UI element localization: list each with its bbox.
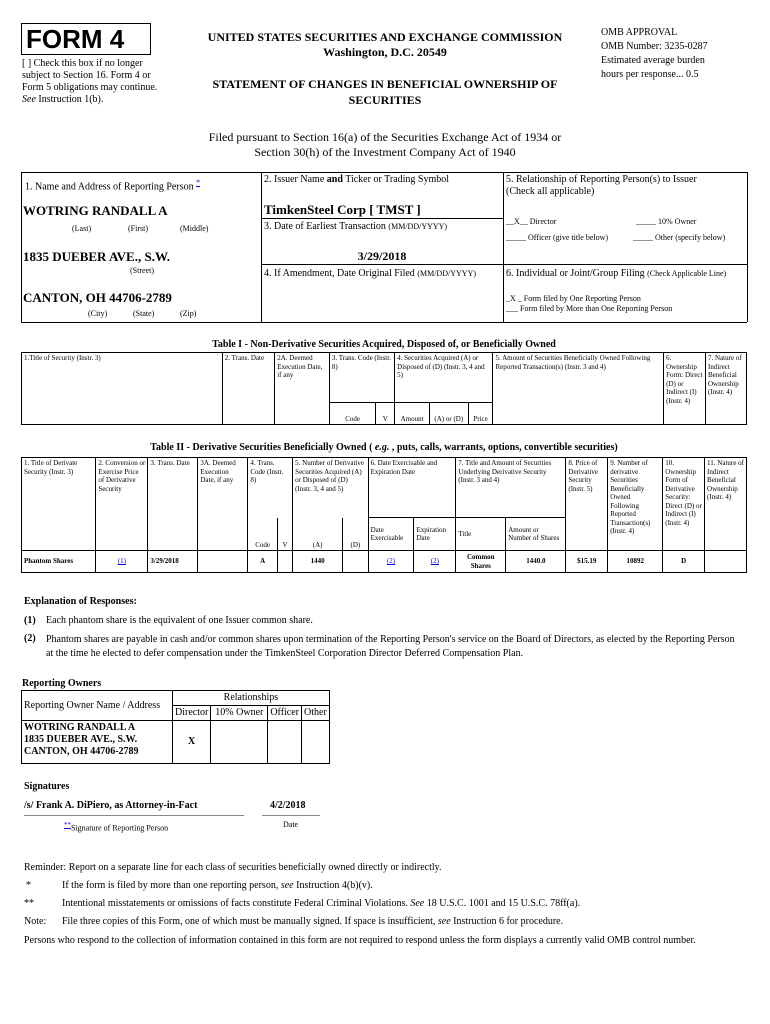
explanation-text-2: Phantom shares are payable in cash and/or common shares upon termination of the Reporting Person's service on the Board of Directors, as elected by the Reporting Person at the time he elected to defer compensation under the TimkenSteel Corporation Director Deferred Compensation Plan. <box>46 634 735 659</box>
note-text: File three copies of this Form, one of which must be manually signed. If space is insufficient, see Instruction 6 for procedure. <box>62 916 564 927</box>
owner-officer-mark <box>268 721 302 764</box>
t2-cell-amount: 1440.0 <box>506 551 566 573</box>
owners-heading: Reporting Owners <box>22 678 102 689</box>
grid-line <box>747 172 748 322</box>
label-first: (First) <box>128 224 148 233</box>
signer-name: /s/ Frank A. DiPiero, as Attorney-in-Fact <box>24 800 198 811</box>
t2-cell-trans-date: 3/29/2018 <box>148 551 198 573</box>
signatures-heading: Signatures <box>24 781 70 792</box>
signature-label: **Signature of Reporting Person <box>64 821 169 833</box>
statement-title: STATEMENT OF CHANGES IN BENEFICIAL OWNERSHIP OF SECURITIES <box>212 77 558 107</box>
persons-text: Persons who respond to the collection of information contained in this form are not required to respond unless the form displays a currently valid OMB control number. <box>24 935 696 946</box>
t1-col-acquired: 4. Securities Acquired (A) or Disposed of (D) (Instr. 3, 4 and 5) <box>395 353 493 403</box>
t2-col-code: 4. Trans. Code (Instr. 8) <box>248 458 293 518</box>
rel-officer: _____ Officer (give title below) <box>506 233 609 242</box>
grid-line <box>261 264 747 265</box>
grid-line <box>261 218 503 219</box>
table-row <box>22 551 747 573</box>
table1-title: Table I - Non-Derivative Securities Acquired, Disposed of, or Beneficially Owned <box>212 339 556 350</box>
explanation-num-2: (2) <box>24 633 36 644</box>
t2-sub-date-ex: Date Exercisable <box>368 518 414 551</box>
t2-sub-code: Code <box>248 518 278 551</box>
label-zip: (Zip) <box>180 309 197 318</box>
issuer-name: TimkenSteel Corp [ TMST ] <box>264 202 421 217</box>
owner-name: WOTRING RANDALL A <box>24 722 136 733</box>
t2-col-title: 1. Title of Derivate Security (Instr. 3) <box>22 458 96 551</box>
t2-sub-a: (A) <box>293 518 343 551</box>
t2-cell-v <box>277 551 292 573</box>
check-box-note <box>22 58 168 106</box>
t2-col-trans-date: 3. Trans. Date <box>148 458 198 551</box>
t1-sub-price: Price <box>468 403 493 425</box>
owner-city: CANTON, OH 44706-2789 <box>24 746 139 757</box>
footnote-text-1: If the form is filed by more than one reporting person, see Instruction 4(b)(v). <box>62 880 373 891</box>
grid-line <box>21 172 22 322</box>
t1-col-trans-date: 2. Trans. Date <box>222 353 274 425</box>
footnote-link-2b[interactable]: (2) <box>430 557 439 566</box>
grid-line <box>21 172 747 173</box>
city-address: CANTON, OH 44706-2789 <box>23 290 172 305</box>
omb-hours: hours per response... 0.5 <box>601 69 699 80</box>
see-text: See <box>22 94 36 105</box>
box1-footnote-link[interactable]: * <box>196 178 201 187</box>
t2-sub-title: Title <box>456 518 506 551</box>
t2-col-underlying: 7. Title and Amount of Securities Underlying Derivative Security (Instr. 3 and 4) <box>456 458 566 518</box>
t1-col-deemed: 2A. Deemed Execution Date, if any <box>275 353 330 425</box>
grid-line <box>503 172 504 322</box>
t2-sub-exp-date: Expiration Date <box>414 518 456 551</box>
box3-label: 3. Date of Earliest Transaction (MM/DD/YYYY) <box>264 221 448 232</box>
filed-line-1: Filed pursuant to Section 16(a) of the Securities Exchange Act of 1934 or <box>208 130 562 144</box>
t1-col-code: 3. Trans. Code (Instr. 8) <box>329 353 394 403</box>
rel-ten-pct-owner: _____ 10% Owner <box>636 217 697 226</box>
t1-col-amount-owned: 5. Amount of Securities Beneficially Owned Following Reported Transaction(s) (Instr. 3 and 4) <box>493 353 664 425</box>
footnote-link-2a[interactable]: (2) <box>386 557 396 566</box>
t2-cell-price: $15.19 <box>566 551 608 573</box>
t2-cell-code: A <box>248 551 278 573</box>
t2-col-exercisable: 6. Date Exercisable and Expiration Date <box>368 458 456 518</box>
table2-title: Table II - Derivative Securities Beneficially Owned ( e.g. , puts, calls, warrants, options, convertible securities) <box>150 442 618 453</box>
explanation-num-1: (1) <box>24 615 36 626</box>
omb-approval <box>601 26 761 82</box>
omb-burden: Estimated average burden <box>601 55 705 66</box>
footnote-star-2: ** <box>24 898 34 909</box>
label-city: (City) <box>88 309 108 318</box>
t1-sub-v: V <box>376 403 395 425</box>
footnote-star-1: * <box>26 880 31 891</box>
signature-line <box>24 815 244 816</box>
table1-nonderivative <box>21 352 747 425</box>
box4-label: 4. If Amendment, Date Original Filed (MM/DD/YYYY) <box>264 268 476 279</box>
table2-derivative <box>21 457 747 573</box>
t2-col-nature: 11. Nature of Indirect Beneficial Ownership (Instr. 4) <box>705 458 747 551</box>
rel-other: _____ Other (specify below) <box>633 233 726 242</box>
t2-cell-deemed <box>198 551 248 573</box>
t2-col-ownership-form: 10. Ownership Form of Derivative Security: Direct (D) or Indirect (I) (Instr. 4) <box>663 458 705 551</box>
grid-line <box>261 172 262 322</box>
footnote-link-1[interactable]: (1) <box>117 557 126 566</box>
filed-line-2: Section 30(h) of the Investment Company Act of 1940 <box>254 145 516 159</box>
reporting-person-name: WOTRING RANDALL A <box>23 203 168 218</box>
signature-date: 4/2/2018 <box>270 800 306 811</box>
street-address: 1835 DUEBER AVE., S.W. <box>23 249 171 264</box>
form-title-box <box>21 23 151 55</box>
owners-table <box>21 690 330 764</box>
explanation-text-1: Each phantom share is the equivalent of one Issuer common share. <box>46 615 313 626</box>
label-state: (State) <box>133 309 155 318</box>
reminder-text: Reminder: Report on a separate line for each class of securities beneficially owned directly or indirectly. <box>24 862 442 873</box>
rel-director: __X__ Director <box>506 217 557 226</box>
table-row <box>22 721 330 764</box>
owner-street: 1835 DUEBER AVE., S.W. <box>24 734 138 745</box>
instr-ref: Instruction 1(b). <box>35 94 104 105</box>
agency-city: Washington, D.C. 20549 <box>323 45 447 59</box>
owners-col-director: Director <box>173 706 211 721</box>
earliest-transaction-date: 3/29/2018 <box>357 249 407 263</box>
box2-label: 2. Issuer Name and Ticker or Trading Symbol <box>264 174 450 185</box>
filing-multi-person: ___ Form filed by More than One Reporting Person <box>506 304 673 313</box>
filed-pursuant <box>100 130 670 160</box>
form-title: FORM 4 <box>26 24 125 54</box>
check-box-text: [ ] Check this box if no longer subject to Section 16. Form 4 or Form 5 obligations may continue. <box>22 58 158 93</box>
filing-one-person: _X _ Form filed by One Reporting Person <box>506 294 641 303</box>
owner-director-mark: X <box>173 721 211 764</box>
label-middle: (Middle) <box>180 224 209 233</box>
t1-sub-code: Code <box>329 403 376 425</box>
agency-name: UNITED STATES SECURITIES AND EXCHANGE COMMISSION <box>207 30 563 44</box>
t2-sub-d: (D) <box>343 518 368 551</box>
label-last: (Last) <box>72 224 92 233</box>
t1-sub-aord: (A) or (D) <box>430 403 469 425</box>
omb-number: OMB Number: 3235-0287 <box>601 41 708 52</box>
t2-cell-security: Phantom Shares <box>22 551 96 573</box>
t2-cell-title: Common Shares <box>456 551 506 573</box>
t2-cell-acquired: 1440 <box>293 551 343 573</box>
t2-cell-owned: 10892 <box>608 551 663 573</box>
t2-cell-form: D <box>663 551 705 573</box>
grid-line <box>21 322 747 323</box>
t2-col-conversion: 2. Conversion or Exercise Price of Derivative Security <box>96 458 148 551</box>
box1-label: 1. Name and Address of Reporting Person * <box>25 178 201 193</box>
box5-label: 5. Relationship of Reporting Person(s) to Issuer (Check all applicable) <box>506 174 697 197</box>
owners-col-name: Reporting Owner Name / Address <box>22 691 173 721</box>
t2-col-deemed: 3A. Deemed Execution Date, if any <box>198 458 248 551</box>
date-label: Date <box>283 820 299 829</box>
t1-col-title: 1.Title of Security (Instr. 3) <box>22 353 223 425</box>
owner-other-mark <box>302 721 330 764</box>
t2-sub-amount: Amount or Number of Shares <box>506 518 566 551</box>
t2-col-number: 5. Number of Derivative Securities Acquired (A) or Disposed of (D) (Instr. 3, 4 and 5) <box>293 458 368 518</box>
explanation-heading: Explanation of Responses: <box>24 596 137 607</box>
t2-cell-disposed <box>343 551 368 573</box>
owners-col-relationships: Relationships <box>173 691 330 706</box>
owners-col-ten-pct: 10% Owner <box>211 706 268 721</box>
box6-label: 6. Individual or Joint/Group Filing (Check Applicable Line) <box>506 268 727 279</box>
t2-cell-nature <box>705 551 747 573</box>
t1-sub-amount: Amount <box>395 403 430 425</box>
note-label: Note: <box>24 916 47 927</box>
footnote-text-2: Intentional misstatements or omissions of facts constitute Federal Criminal Violations. See 18 U.S.C. 1001 and 15 U.S.C. 78ff(a). <box>62 898 581 909</box>
t1-col-nature: 7. Nature of Indirect Beneficial Ownership (Instr. 4) <box>706 353 747 425</box>
date-line <box>262 815 320 816</box>
t2-sub-v: V <box>277 518 292 551</box>
signature-footnote-link[interactable]: ** <box>64 821 71 829</box>
omb-title: OMB APPROVAL <box>601 27 678 38</box>
t1-col-ownership-form: 6. Ownership Form: Direct (D) or Indirect (I) (Instr. 4) <box>664 353 706 425</box>
owners-col-officer: Officer <box>268 706 302 721</box>
owner-ten-pct-mark <box>211 721 268 764</box>
t2-col-owned: 9. Number of derivative Securities Beneficially Owned Following Reported Transaction(s) (Instr. 4) <box>608 458 663 551</box>
t2-col-price: 8. Price of Derivative Security (Instr. 5) <box>566 458 608 551</box>
owners-col-other: Other <box>302 706 330 721</box>
label-street: (Street) <box>130 266 154 275</box>
